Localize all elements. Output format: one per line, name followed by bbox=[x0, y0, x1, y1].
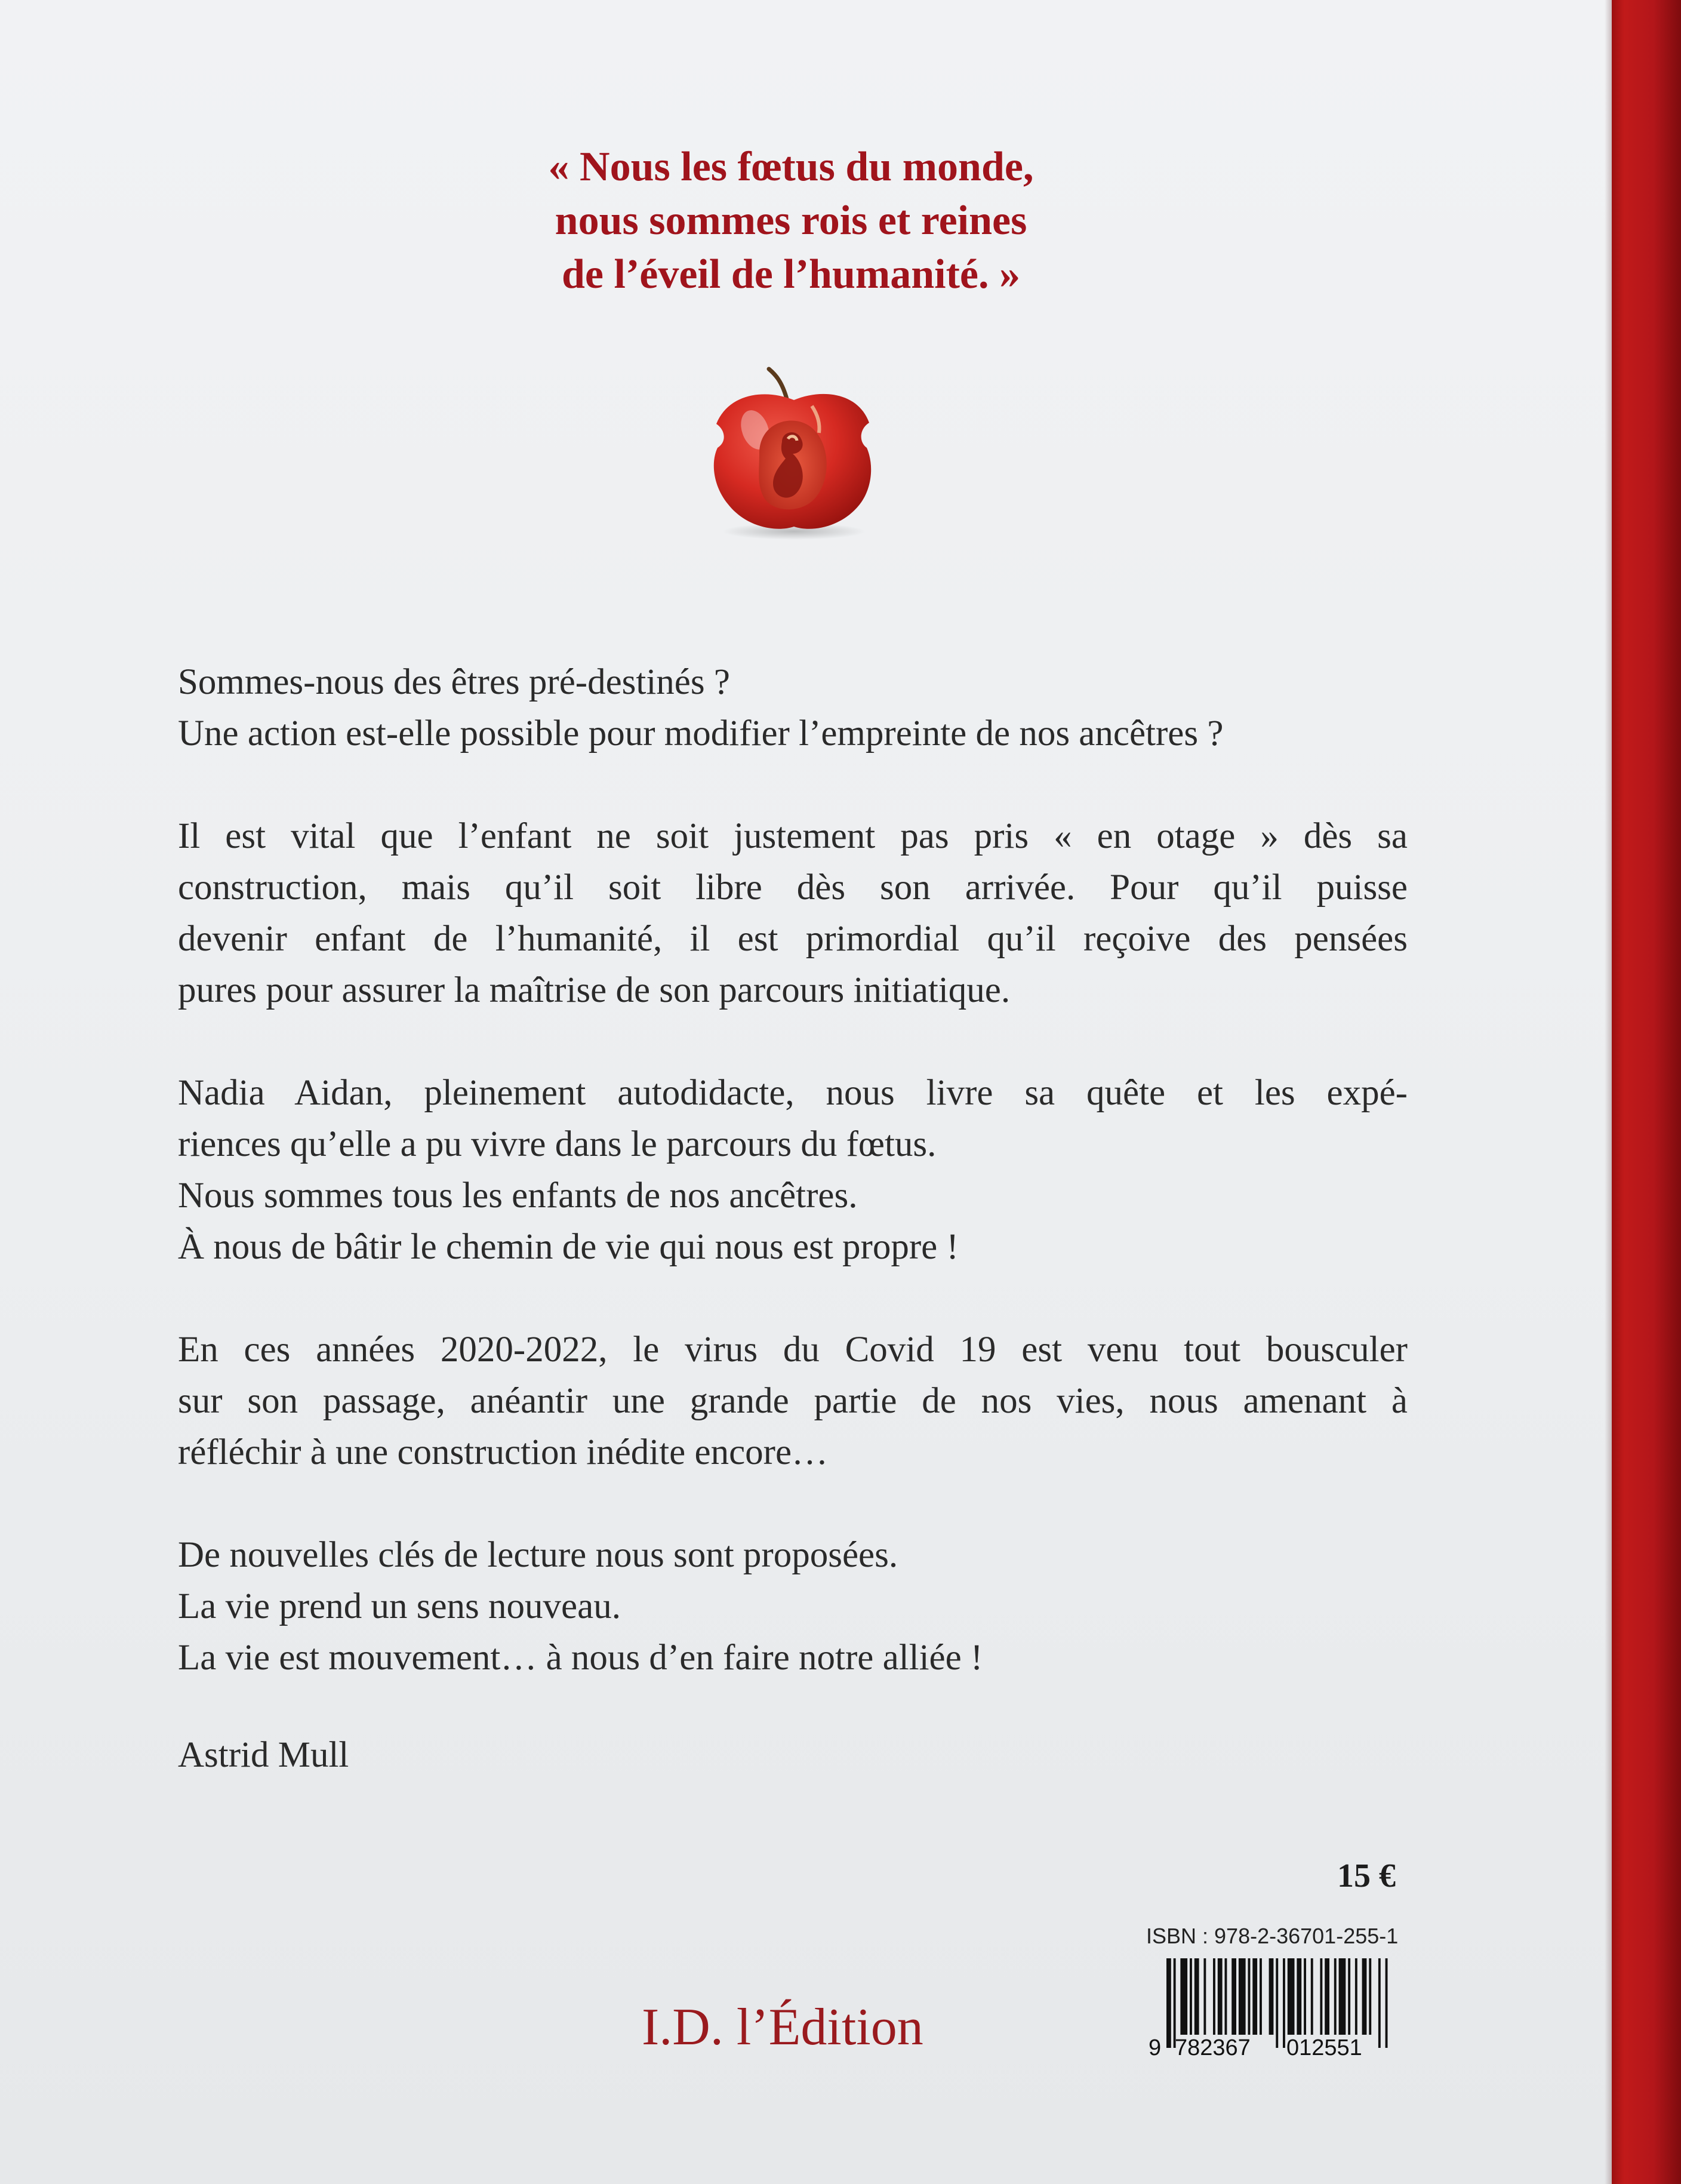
barcode-bar bbox=[1378, 1958, 1381, 2048]
paragraph-3 bbox=[178, 1068, 1408, 1273]
barcode-bar bbox=[1339, 1958, 1346, 2035]
text-line: construction, mais qu’il soit libre dès son arrivée. Pour qu’il puisse bbox=[178, 868, 1408, 908]
quote-line-1: « Nous les fœtus du monde, bbox=[548, 144, 1034, 190]
paragraph-4 bbox=[178, 1324, 1408, 1478]
text-line: devenir enfant de l’humanité, il est primordial qu’il reçoive des pensées bbox=[178, 919, 1408, 959]
barcode-bar bbox=[1231, 1958, 1236, 2035]
barcode-digit-1: 9 bbox=[1149, 2035, 1162, 2060]
barcode-bar bbox=[1386, 1958, 1388, 2048]
apple-with-fetus-icon bbox=[692, 358, 889, 543]
barcode-bar bbox=[1276, 1958, 1278, 2048]
barcode-bar bbox=[1369, 1958, 1371, 2035]
barcode-bar bbox=[1269, 1958, 1274, 2035]
barcode-bar bbox=[1174, 1958, 1176, 2048]
blurb bbox=[178, 657, 1408, 1735]
barcode bbox=[1146, 1958, 1397, 2060]
barcode-bar bbox=[1252, 1958, 1257, 2035]
barcode-bar bbox=[1311, 1958, 1313, 2035]
barcode-bar bbox=[1362, 1958, 1367, 2035]
barcode-bar bbox=[1348, 1958, 1350, 2035]
text-line: De nouvelles clés de lecture nous sont proposées. bbox=[178, 1535, 898, 1575]
paragraph-5 bbox=[178, 1530, 1408, 1684]
barcode-bar bbox=[1288, 1958, 1295, 2035]
isbn-label: ISBN : 978-2-36701-255-1 bbox=[1146, 1924, 1399, 1948]
text-line: À nous de bâtir le chemin de vie qui nous est propre ! bbox=[178, 1227, 959, 1267]
barcode-bar bbox=[1248, 1958, 1251, 2035]
text-line: Sommes-nous des êtres pré-destinés ? bbox=[178, 662, 730, 702]
barcode-bar bbox=[1239, 1958, 1246, 2035]
barcode-bar bbox=[1203, 1958, 1206, 2035]
text-line: Il est vital que l’enfant ne soit justement pas pris « en otage » dès sa bbox=[178, 816, 1408, 856]
barcode-bar bbox=[1180, 1958, 1187, 2035]
barcode-bar bbox=[1355, 1958, 1357, 2035]
barcode-digits-2: 782367 bbox=[1175, 2035, 1251, 2060]
barcode-digits-3: 012551 bbox=[1286, 2035, 1362, 2060]
text-line: Nous sommes tous les enfants de nos ancêtres. bbox=[178, 1176, 858, 1216]
author-signature: Astrid Mull bbox=[178, 1735, 349, 1775]
text-line: pures pour assurer la maîtrise de son parcours initiatique. bbox=[178, 970, 1011, 1010]
text-line: sur son passage, anéantir une grande partie de nos vies, nous amenant à bbox=[178, 1381, 1408, 1421]
barcode-bar bbox=[1325, 1958, 1329, 2035]
barcode-bar bbox=[1297, 1958, 1301, 2035]
barcode-bar bbox=[1194, 1958, 1199, 2035]
barcode-bar bbox=[1225, 1958, 1227, 2035]
barcode-bar bbox=[1190, 1958, 1192, 2035]
text-line: riences qu’elle a pu vivre dans le parcours du fœtus. bbox=[178, 1124, 937, 1164]
text-line: Nadia Aidan, pleinement autodidacte, nous livre sa quête et les expé- bbox=[178, 1073, 1408, 1113]
barcode-bar bbox=[1218, 1958, 1223, 2035]
paragraph-1 bbox=[178, 657, 1408, 759]
pull-quote bbox=[358, 140, 1224, 302]
barcode-bar bbox=[1213, 1958, 1215, 2035]
paragraph-2 bbox=[178, 811, 1408, 1016]
text-line: En ces années 2020-2022, le virus du Covid 19 est venu tout bousculer bbox=[178, 1330, 1408, 1370]
barcode-bar bbox=[1260, 1958, 1262, 2035]
barcode-bar bbox=[1304, 1958, 1306, 2035]
publisher-name: I.D. l’Édition bbox=[642, 1998, 923, 2056]
quote-line-3: de l’éveil de l’humanité. » bbox=[562, 251, 1020, 297]
barcode-bar bbox=[1283, 1958, 1285, 2048]
book-spine bbox=[1612, 0, 1681, 2184]
barcode-bar bbox=[1320, 1958, 1322, 2035]
barcode-bars bbox=[1166, 1958, 1388, 2048]
text-line: La vie est mouvement… à nous d’en faire notre alliée ! bbox=[178, 1638, 983, 1678]
text-line: Une action est-elle possible pour modifier l’empreinte de nos ancêtres ? bbox=[178, 713, 1224, 753]
barcode-bar bbox=[1166, 1958, 1171, 2048]
price-label: 15 € bbox=[1337, 1857, 1396, 1894]
barcode-bar bbox=[1334, 1958, 1337, 2035]
quote-line-2: nous sommes rois et reines bbox=[555, 198, 1027, 244]
text-line: réfléchir à une construction inédite encore… bbox=[178, 1432, 829, 1472]
text-line: La vie prend un sens nouveau. bbox=[178, 1586, 621, 1626]
